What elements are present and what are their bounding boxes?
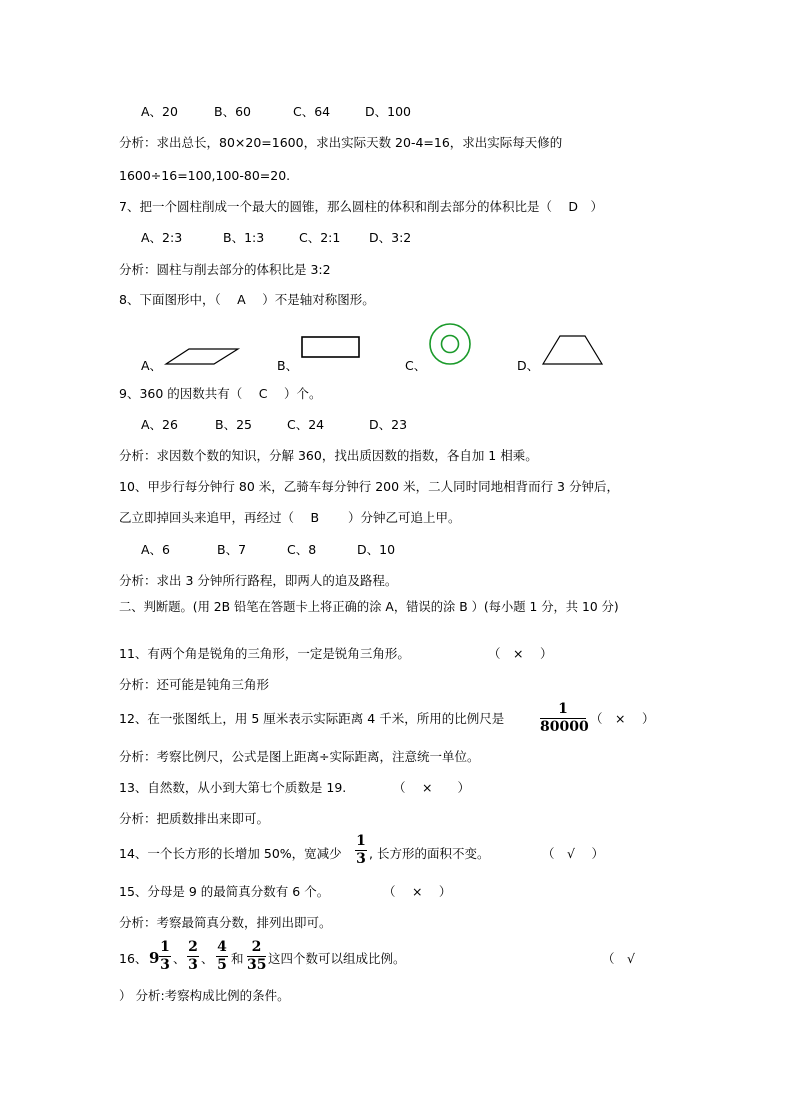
q12-question: 12、在一张图纸上，用 5 厘米表示实际距离 4 千米，所用的比例尺是: [119, 711, 505, 726]
q6-analysis-line2: 1600÷16=100,100-80=20.: [119, 168, 291, 183]
q16-fraction-4-numerator: 2: [251, 939, 262, 955]
q13-analysis: 分析：把质数排出来即可。: [119, 811, 270, 826]
q10-question-line1: 10、甲步行每分钟行 80 米，乙骑车每分钟行 200 米，二人同时同地相背而行 3 分钟后，: [119, 479, 619, 494]
q15-answer: （ × ）: [383, 884, 452, 899]
q16-fraction-3: [216, 940, 228, 973]
ring-inner-circle: [442, 336, 459, 353]
q7-question: 7、把一个圆柱削成一个最大的圆锥，那么圆柱的体积和削去部分的体积比是（ D ）: [119, 199, 604, 214]
q6-option-d: D、100: [365, 104, 411, 119]
q7-option-d: D、3:2: [369, 230, 412, 245]
q8-label-b: B、: [277, 358, 299, 373]
q14-fraction-denominator: 3: [356, 851, 366, 867]
q6-option-b: B、60: [214, 104, 251, 119]
q9-option-a: A、26: [141, 417, 178, 432]
q11-analysis: 分析：还可能是钝角三角形: [119, 677, 270, 692]
q16-whole-number: 9: [149, 949, 160, 967]
q10-option-c: C、8: [287, 542, 317, 557]
q16-fraction-2-denominator: 3: [188, 957, 198, 973]
q16-question-tail: 这四个数可以组成比例。: [268, 951, 406, 966]
trapezoid-shape: [543, 336, 602, 364]
q16-fraction-1: [159, 940, 171, 973]
q13-question: 13、自然数，从小到大第七个质数是 19.: [119, 780, 347, 795]
q10-option-a: A、6: [141, 542, 171, 557]
q10-question-line2: 乙立即掉回头来追甲，再经过（ B ）分钟乙可追上甲。: [119, 510, 461, 525]
q12-fraction-numerator: 1: [558, 701, 568, 717]
q9-option-b: B、25: [215, 417, 252, 432]
q14-question-a: 14、一个长方形的长增加 50%，宽减少: [119, 846, 342, 861]
q10-analysis: 分析：求出 3 分钟所行路程，即两人的追及路程。: [119, 573, 398, 588]
q6-option-c: C、64: [293, 104, 331, 119]
q16-prefix: 16、: [119, 951, 148, 966]
q11-question: 11、有两个角是锐角的三角形，一定是锐角三角形。: [119, 646, 410, 661]
q11-answer: （ × ）: [488, 646, 553, 661]
rectangle-shape: [302, 337, 359, 357]
q14-question-b: , 长方形的面积不变。: [369, 846, 490, 861]
q14-fraction: [355, 834, 367, 867]
q8-label-d: D、: [517, 358, 540, 373]
q9-question: 9、360 的因数共有（ C ）个。: [119, 386, 322, 401]
q9-analysis: 分析：求因数个数的知识，分解 360，找出质因数的指数，各自加 1 相乘。: [119, 448, 538, 463]
q16-answer-open: （ √: [602, 951, 635, 966]
q16-fraction-1-denominator: 3: [160, 957, 170, 973]
q9-option-d: D、23: [369, 417, 408, 432]
q10-option-d: D、10: [357, 542, 396, 557]
q7-option-a: A、2:3: [141, 230, 183, 245]
q9-option-c: C、24: [287, 417, 325, 432]
q16-fraction-2: [187, 940, 199, 973]
q7-analysis: 分析：圆柱与削去部分的体积比是 3:2: [119, 262, 331, 277]
q8-label-a: A、: [141, 358, 163, 373]
q6-option-a: A、20: [141, 104, 178, 119]
q16-separator-1: 、: [173, 951, 186, 966]
q16-fraction-2-numerator: 2: [188, 939, 198, 955]
q12-answer: （ × ）: [590, 711, 655, 726]
q16-fraction-3-denominator: 5: [217, 957, 227, 973]
q16-fraction-3-numerator: 4: [217, 939, 227, 955]
q16-fraction-1-numerator: 1: [160, 939, 170, 955]
q6-analysis-line1: 分析：求出总长，80×20=1600，求出实际天数 20-4=16，求出实际每天修的: [119, 135, 563, 150]
section2-heading: 二、判断题。(用 2B 铅笔在答题卡上将正确的涂 A，错误的涂 B ）(每小题 1 分，共 10 分): [119, 600, 619, 614]
q8-question: 8、下面图形中，（ A ）不是轴对称图形。: [119, 292, 375, 307]
q16-separator-3: 和: [231, 951, 244, 966]
q7-option-c: C、2:1: [299, 230, 341, 245]
q15-question: 15、分母是 9 的最简真分数有 6 个。: [119, 884, 330, 899]
q10-option-b: B、7: [217, 542, 247, 557]
q12-fraction-denominator: 80000: [540, 719, 589, 735]
q14-answer: （ √ ）: [542, 846, 604, 861]
q8-shapes: [0, 0, 790, 400]
q16-separator-2: 、: [201, 951, 214, 966]
q16-fraction-4-denominator: 35: [247, 957, 267, 973]
q15-analysis: 分析：考察最简真分数，排列出即可。: [119, 915, 332, 930]
ring-outer-circle: [430, 324, 470, 364]
q16-answer-close-and-analysis: ） 分析:考察构成比例的条件。: [119, 988, 290, 1003]
q13-answer: （ × ）: [393, 780, 470, 795]
parallelogram-shape: [166, 349, 238, 364]
q14-fraction-numerator: 1: [356, 833, 366, 849]
q12-fraction: [540, 701, 589, 735]
q7-option-b: B、1:3: [223, 230, 265, 245]
q16-fraction-4: [247, 940, 266, 973]
q12-analysis: 分析：考察比例尺，公式是图上距离÷实际距离，注意统一单位。: [119, 749, 480, 764]
q8-label-c: C、: [405, 358, 427, 373]
